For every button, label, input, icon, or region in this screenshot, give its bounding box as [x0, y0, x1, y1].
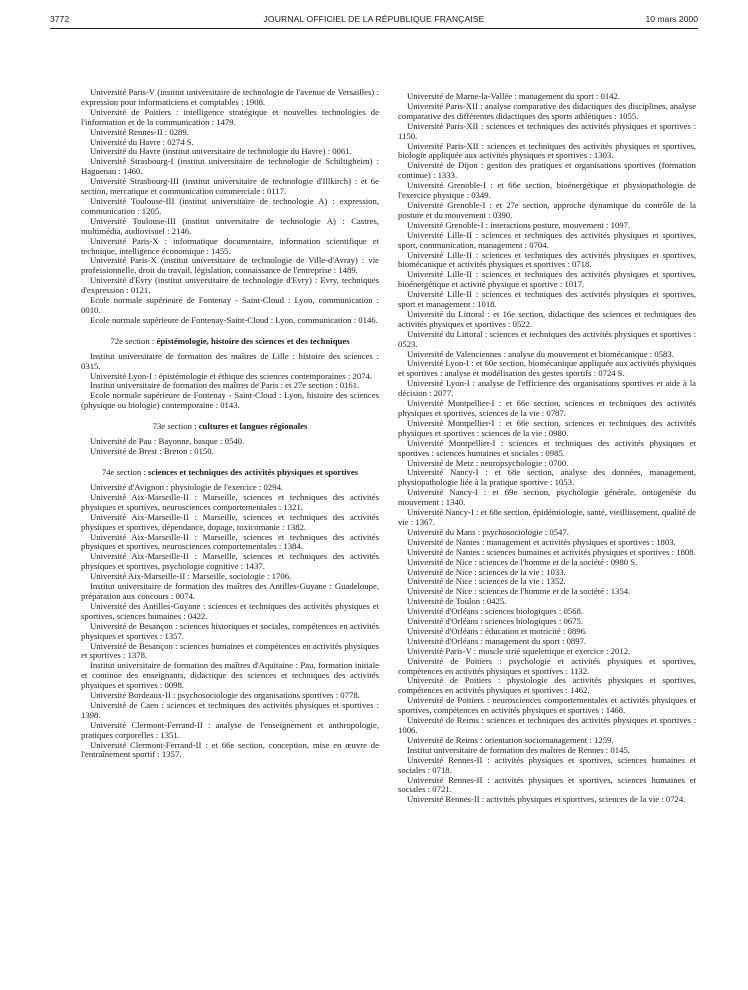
right-column: [398, 92, 696, 805]
entry-paragraph: Université de Poitiers : psychologie et activités physiques et sportives, compétences en activités physiques et sportives : 1132.: [398, 655, 696, 676]
entry-paragraph: Université Lille-II : sciences et techniques des activités physiques et sportives, sport, communication, management : 0704.: [398, 229, 696, 250]
entry-paragraph: Université de Poitiers : neurosciences comportementales et activités physiques et sportives, compétences en activités physiques et sportives : 1468.: [398, 695, 696, 716]
entry-paragraph: Université Lille-II : sciences et techniques des activités physiques et sportives, sport et management : 1018.: [398, 289, 696, 310]
entry-paragraph: Université Paris-XII : sciences et techniques des activités physiques et sportives : 1150.: [398, 120, 696, 141]
entry-paragraph: Université Strasbourg-III (institut universitaire de technologie d'Illkirch) : et 6e section, mercatique et communication commerciale : 0117.: [81, 176, 379, 197]
entry-paragraph: Institut universitaire de formation des maîtres des Antilles-Guyane : Guadeloupe, préparation aux concours : 0074.: [81, 581, 379, 601]
left-column: [81, 88, 379, 760]
entry-paragraph: Ecole normale supérieure de Fontenay-Saint-Cloud : Lyon, communication : 0146.: [90, 314, 378, 325]
entry-paragraph: Université des Antilles-Guyane : sciences et techniques des activités physiques et sportives, sciences humaines : 0422.: [81, 600, 379, 621]
page-number: 3772: [50, 14, 70, 24]
entry-paragraph: Université du Havre : 0274 S.: [90, 136, 194, 147]
section-heading: 73e section : cultures et langues régionales: [152, 421, 308, 432]
entry-paragraph: Université de Besançon : sciences humaines et compétences en activités physiques et sportives : 1378.: [81, 640, 379, 661]
entry-paragraph: Université Aix-Marseille-II : Marseille, sociologie : 1706.: [90, 571, 292, 582]
entry-paragraph: Université Aix-Marseille-II : Marseille, sciences et techniques des activités physiques et sportives, neurosciences comportementales : 1321.: [81, 491, 379, 512]
entry-paragraph: Université Rennes-II : 0289.: [90, 126, 189, 137]
entry-paragraph: Université Paris-X (institut universitaire de technologie de Ville-d'Avray) : vie professionnelle, droit du travail, législation, connaissance de l'entreprise : 1489.: [81, 255, 379, 276]
entry-paragraph: Université Toulouse-III (institut universitaire de technologie A) : expression, communication : 1205.: [81, 195, 379, 216]
section-heading: 72e section : épistémologie, histoire des sciences et des techniques: [110, 335, 350, 346]
entry-paragraph: Université Nancy-I : et 68e section, analyse des données, management, physiopathologie liée à la pratique sportive : 1053.: [398, 467, 696, 488]
entry-paragraph: Université d'Avignon : physiologie de l'exercice : 0294.: [90, 482, 284, 492]
entry-paragraph: Université Grenoble-I : et 27e section, approche dynamique du contrôle de la posture et du mouvement : 0390.: [398, 199, 696, 220]
entry-paragraph: Université de Poitiers : physiologie des activités physiques et sportives, compétences en activités physiques et sportives : 1462.: [398, 675, 696, 696]
entry-paragraph: Université de Nice : sciences de la vie : 1033.: [407, 566, 566, 577]
entry-paragraph: Université de Poitiers : intelligence stratégique et nouvelles technologies de l'information et de la communication : 1479.: [81, 106, 379, 127]
entry-paragraph: Université Montpellier-I : et 66e section, sciences et techniques des activités physiques et sportives, sciences de la vie : 0787.: [398, 398, 696, 418]
journal-title: JOURNAL OFFICIEL DE LA RÉPUBLIQUE FRANÇAISE: [263, 14, 485, 24]
entry-paragraph: Université de Toulon : 0425.: [407, 596, 507, 607]
entry-paragraph: Université du Havre (institut universitaire de technologie du Havre) : 0061.: [90, 146, 352, 157]
entry-paragraph: Université Lille-II : sciences et techniques des activités physiques et sportives, biomécanique et activités physiques et sportives : 0718.: [398, 249, 696, 270]
entry-paragraph: Institut universitaire de formation des maîtres de Rennes : 0145.: [407, 744, 630, 755]
entry-paragraph: Université Grenoble-I : et 66e section, bioénergétique et physiopathologie de l'exercice physique : 0349.: [398, 180, 696, 201]
entry-paragraph: Université du Littoral : sciences et techniques des activités physiques et sportives : 0523.: [398, 328, 696, 349]
entry-paragraph: Université de Nice : sciences de l'homme et de la société : 0980 S.: [407, 556, 638, 567]
entry-paragraph: Université Paris-V (institut universitaire de technologie de l'avenue de Versailles) : expression pour informaticiens et comptables : 1908.: [81, 87, 379, 107]
entry-paragraph: Université Bordeaux-II : psychosociologie des organisations sportives : 0778.: [90, 690, 360, 701]
entry-paragraph: Université de Nice : sciences de l'homme et de la société : 1354.: [407, 586, 631, 597]
entry-paragraph: Université de Reims : orientation sociomanagement : 1259.: [407, 734, 614, 745]
entry-paragraph: Université d'Orléans : sciences biologiques : 0675.: [407, 616, 584, 627]
entry-paragraph: Université de Metz : neuropsychologie : 0700.: [407, 457, 569, 468]
entry-paragraph: Université Lille-II : sciences et techniques des activités physiques et sportives, bioénergétique et activité physique et sportive : 1017.: [398, 269, 696, 290]
entry-paragraph: Université Rennes-II : activités physiques et sportives, sciences humaines et sociales : 0721.: [398, 774, 696, 795]
entry-paragraph: Université Lyon-I : et 60e section, biomécanique appliquée aux activités physiques et sportives : analyse et modélisation des gestes sportifs : 0724 S.: [398, 358, 696, 379]
entry-paragraph: Université d'Evry (institut universitaire de technologie d'Evry) : Evry, techniques d'expression : 0121.: [81, 275, 379, 296]
page-header: [50, 14, 698, 28]
entry-paragraph: Université Grenoble-I : interactions posture, mouvement : 1097.: [407, 219, 631, 230]
entry-paragraph: Université de Dijon : gestion des pratiques et organisations sportives (formation continue) : 1333.: [398, 160, 696, 181]
entry-paragraph: Université Clermont-Ferrand-II : analyse de l'enseignement et anthropologie, pratiques corporelles : 1351.: [81, 719, 379, 740]
entry-paragraph: Université de Nantes : sciences humaines et activités physiques et sportives : 1808.: [407, 546, 696, 557]
entry-paragraph: Université Lyon-I : épistémologie et éthique des sciences contemporaines : 2074.: [90, 370, 373, 381]
entry-paragraph: Ecole normale supérieure de Fontenay - Saint-Cloud : Lyon, histoire des sciences (physique ou biologie) contemporaine : 0143.: [81, 390, 379, 411]
entry-paragraph: Université Toulouse-III (institut universitaire de technologie A) : Castres, multimédia, audiovisuel : 2146.: [81, 215, 379, 236]
entry-paragraph: Université Nancy-I : et 69e section, psychologie générale, ontogenèse du mouvement : 1340.: [398, 487, 696, 508]
entry-paragraph: Université d'Orléans : management du sport : 0897.: [407, 635, 587, 646]
entry-paragraph: Institut universitaire de formation des maîtres de Paris : et 27e section : 0161.: [90, 380, 360, 391]
entry-paragraph: Université Rennes-II : activités physiques et sportives, sciences humaines et sociales : 0718.: [398, 754, 696, 775]
entry-paragraph: Université d'Orléans : sciences biologiques : 0568.: [407, 606, 584, 617]
entry-paragraph: Université de Marne-la-Vallée : management du sport : 0142.: [407, 91, 621, 101]
entry-paragraph: Université de Nice : sciences de la vie : 1352.: [407, 576, 566, 587]
entry-paragraph: Université du Littoral : et 16e section, didactique des sciences et techniques des activités physiques et sportives : 0522.: [398, 308, 696, 329]
entry-paragraph: Université d'Orléans : éducation et motricité : 0896.: [407, 625, 588, 636]
entry-paragraph: Université Montpellier-I : et 66e section, sciences et techniques des activités physiques et sportives : sciences de la vie : 0980.: [398, 417, 696, 438]
entry-paragraph: Université du Mans : psychosociologie : 0547.: [407, 526, 569, 537]
entry-paragraph: Université de Valenciennes : analyse du mouvement et biomécanique : 0583.: [407, 348, 674, 359]
entry-paragraph: Université Aix-Marseille-II : Marseille, sciences et techniques des activités physiques et sportives, dépendance, dopage, toxicomanie : 1382.: [81, 511, 379, 532]
entry-paragraph: Université Paris-XII : sciences et techniques des activités physiques et sportives, biologie appliquée aux activités physiques et sportives : 1303.: [398, 140, 696, 161]
entry-paragraph: Université Paris-V : muscle strié squelettique et exercice : 2012.: [407, 645, 631, 656]
entry-paragraph: Université de Caen : sciences et techniques des activités physiques et sportives : 1398.: [81, 699, 379, 720]
header-rule: [50, 28, 698, 29]
entry-paragraph: Université Strasbourg-I (institut universitaire de technologie de Schiltigheim) : Haguenau : 1460.: [81, 156, 379, 177]
issue-date: 10 mars 2000: [645, 14, 698, 24]
entry-paragraph: Université Paris-XII : analyse comparative des didactiques des disciplines, analyse comparative des différentes didactiques des sports athlétiques : 1055.: [398, 100, 696, 121]
entry-paragraph: Institut universitaire de formation des maîtres d'Aquitaine : Pau, formation initiale et continue des enseignants, didactique des sciences et techniques des activités physiques et sportives : 0098.: [81, 660, 379, 691]
entry-paragraph: Université de Brest : Breton : 0150.: [90, 446, 214, 457]
entry-paragraph: Université de Besançon : sciences historiques et sociales, compétences en activités physiques et sportives : 1357.: [81, 620, 379, 641]
entry-paragraph: Université de Reims : sciences et techniques des activités physiques et sportives : 1006.: [398, 715, 696, 735]
entry-paragraph: Université Aix-Marseille-II : Marseille, sciences et techniques des activités physiques et sportives, psychologie cognitive : 1437.: [81, 551, 379, 572]
entry-paragraph: Université Paris-X : informatique documentaire, information scientifique et technique, intelligence économique : 1455.: [81, 235, 379, 256]
entry-paragraph: Université Clermont-Ferrand-II : et 66e section, conception, mise en œuvre de l'entraînement sportif : 1357.: [81, 739, 379, 760]
entry-paragraph: Ecole normale supérieure de Fontenay - Saint-Cloud : Lyon, communication : 0010.: [81, 295, 379, 315]
entry-paragraph: Université Aix-Marseille-II : Marseille, sciences et techniques des activités physiques et sportives, neurosciences comportementales : 1384.: [81, 531, 379, 552]
entry-paragraph: Université Montpellier-I : sciences et techniques des activités physiques et sportives : sciences humaines et sociales : 0985.: [398, 437, 696, 458]
entry-paragraph: Université de Pau : Bayonne, basque : 0540.: [90, 436, 245, 447]
entry-paragraph: Université Rennes-II : activités physiques et sportives, sciences de la vie : 0724.: [407, 794, 686, 805]
entry-paragraph: Université Lyon-I : analyse de l'efficience des organisations sportives et aide à la décision : 2077.: [398, 378, 696, 399]
entry-paragraph: Université de Nantes : management et activités physiques et sportives : 1803.: [407, 536, 676, 547]
entry-paragraph: Institut universitaire de formation des maîtres de Lille : histoire des sciences : 0315.: [81, 350, 379, 371]
entry-paragraph: Université Nancy-I : et 68e section, épidémiologie, santé, vieillissement, qualité de vie : 1367.: [398, 507, 696, 527]
section-heading: 74e section : sciences et techniques des activités physiques et sportives: [101, 467, 359, 477]
